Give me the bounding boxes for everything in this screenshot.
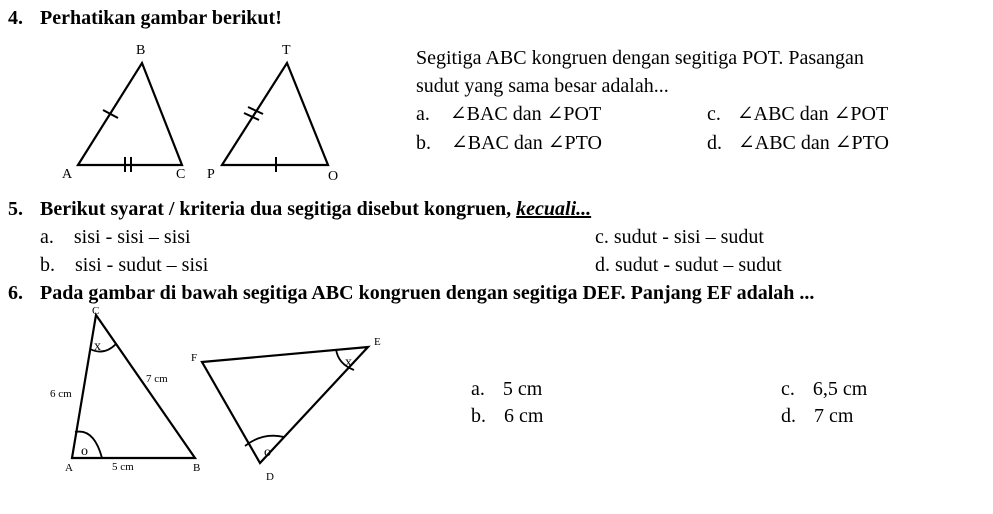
q5-option-c-text: sudut - sisi – sudut [613, 226, 764, 248]
q4-number: 4. [8, 7, 23, 29]
q5-option-d[interactable] [595, 255, 782, 275]
q6-label-f: F [191, 352, 198, 364]
q4-option-b-key: b. [416, 132, 431, 154]
q4-option-b-text: ∠BAC dan ∠PTO [451, 132, 602, 154]
q6-label-d: D [266, 471, 274, 483]
q6-option-c[interactable] [781, 379, 867, 399]
q5-option-d-key: d. [595, 254, 610, 276]
q6-option-a-text: 5 cm [502, 378, 543, 400]
q6-option-b-text: 6 cm [504, 405, 544, 427]
q6-option-b-key: b. [471, 405, 486, 427]
q6-option-c-text: 6,5 cm [812, 378, 868, 400]
q6-label-side-cb: 7 cm [146, 373, 168, 385]
q4-label-p: P [207, 167, 215, 182]
q4-text-line-1: Segitiga ABC kongruen dengan segitiga POT. Pasangan [416, 47, 864, 69]
q4-label-t: T [282, 43, 291, 58]
q6-label-b: B [193, 462, 201, 474]
q6-label-a: A [65, 462, 73, 474]
q6-option-d-key: d. [781, 405, 796, 427]
q6-label-e: E [374, 336, 381, 348]
q6-label-side-ab: 5 cm [112, 461, 134, 473]
q6-label-angle-d: o [264, 445, 271, 460]
q5-option-b-text: sisi - sudut – sisi [75, 254, 209, 276]
q4-option-d-key: d. [707, 132, 722, 154]
q5-option-c[interactable] [595, 227, 764, 247]
q5-option-c-key: c. [595, 226, 609, 248]
q6-angle-arc-a [75, 432, 102, 458]
q6-option-b[interactable] [471, 406, 543, 426]
q4-text-line-2: sudut yang sama besar adalah... [416, 75, 669, 97]
q4-prompt: Perhatikan gambar berikut! [40, 7, 282, 29]
q5-prompt [40, 199, 591, 219]
q4-option-a-key: a. [416, 103, 430, 125]
q4-label-a: A [62, 167, 73, 182]
q4-label-c: C [176, 167, 186, 182]
q6-prompt: Pada gambar di bawah segitiga ABC kongruen dengan segitiga DEF. Panjang EF adalah ... [40, 282, 815, 304]
q4-option-b[interactable] [416, 133, 602, 153]
q4-option-d[interactable] [707, 133, 889, 153]
q4-option-a[interactable] [416, 104, 601, 124]
q5-option-d-text: sudut - sudut – sudut [615, 254, 782, 276]
q6-label-angle-e: x [345, 355, 352, 370]
q5-prompt-emphasis: kecuali... [516, 198, 592, 220]
q5-option-a-text: sisi - sisi – sisi [73, 226, 191, 248]
q6-number: 6. [8, 282, 23, 304]
q6-option-a-key: a. [471, 378, 485, 400]
q6-label-side-ac: 6 cm [50, 388, 72, 400]
q4-option-a-text: ∠BAC dan ∠POT [449, 103, 602, 125]
q5-option-a-key: a. [40, 226, 54, 248]
q6-option-d[interactable] [781, 406, 853, 426]
q4-option-d-text: ∠ABC dan ∠PTO [738, 132, 889, 154]
q4-triangle-pot [222, 63, 328, 165]
q6-option-a[interactable] [471, 379, 542, 399]
q5-prompt-start: Berikut syarat / kriteria dua segitiga disebut kongruen, [40, 198, 512, 220]
q6-option-d-text: 7 cm [814, 405, 854, 427]
q4-option-c-text: ∠ABC dan ∠POT [736, 103, 889, 125]
q6-label-angle-c: x [94, 339, 101, 354]
q5-number: 5. [8, 198, 23, 220]
q5-option-b[interactable] [40, 255, 208, 275]
q4-label-b: B [136, 43, 146, 58]
q4-option-c[interactable] [707, 104, 888, 124]
q5-option-b-key: b. [40, 254, 55, 276]
q6-label-c: C [92, 305, 100, 317]
q5-option-a[interactable] [40, 227, 191, 247]
q4-option-c-key: c. [707, 103, 721, 125]
q4-triangle-abc [78, 63, 182, 165]
q6-option-c-key: c. [781, 378, 795, 400]
q6-label-angle-a: o [81, 444, 88, 459]
q4-label-o: O [328, 169, 339, 184]
